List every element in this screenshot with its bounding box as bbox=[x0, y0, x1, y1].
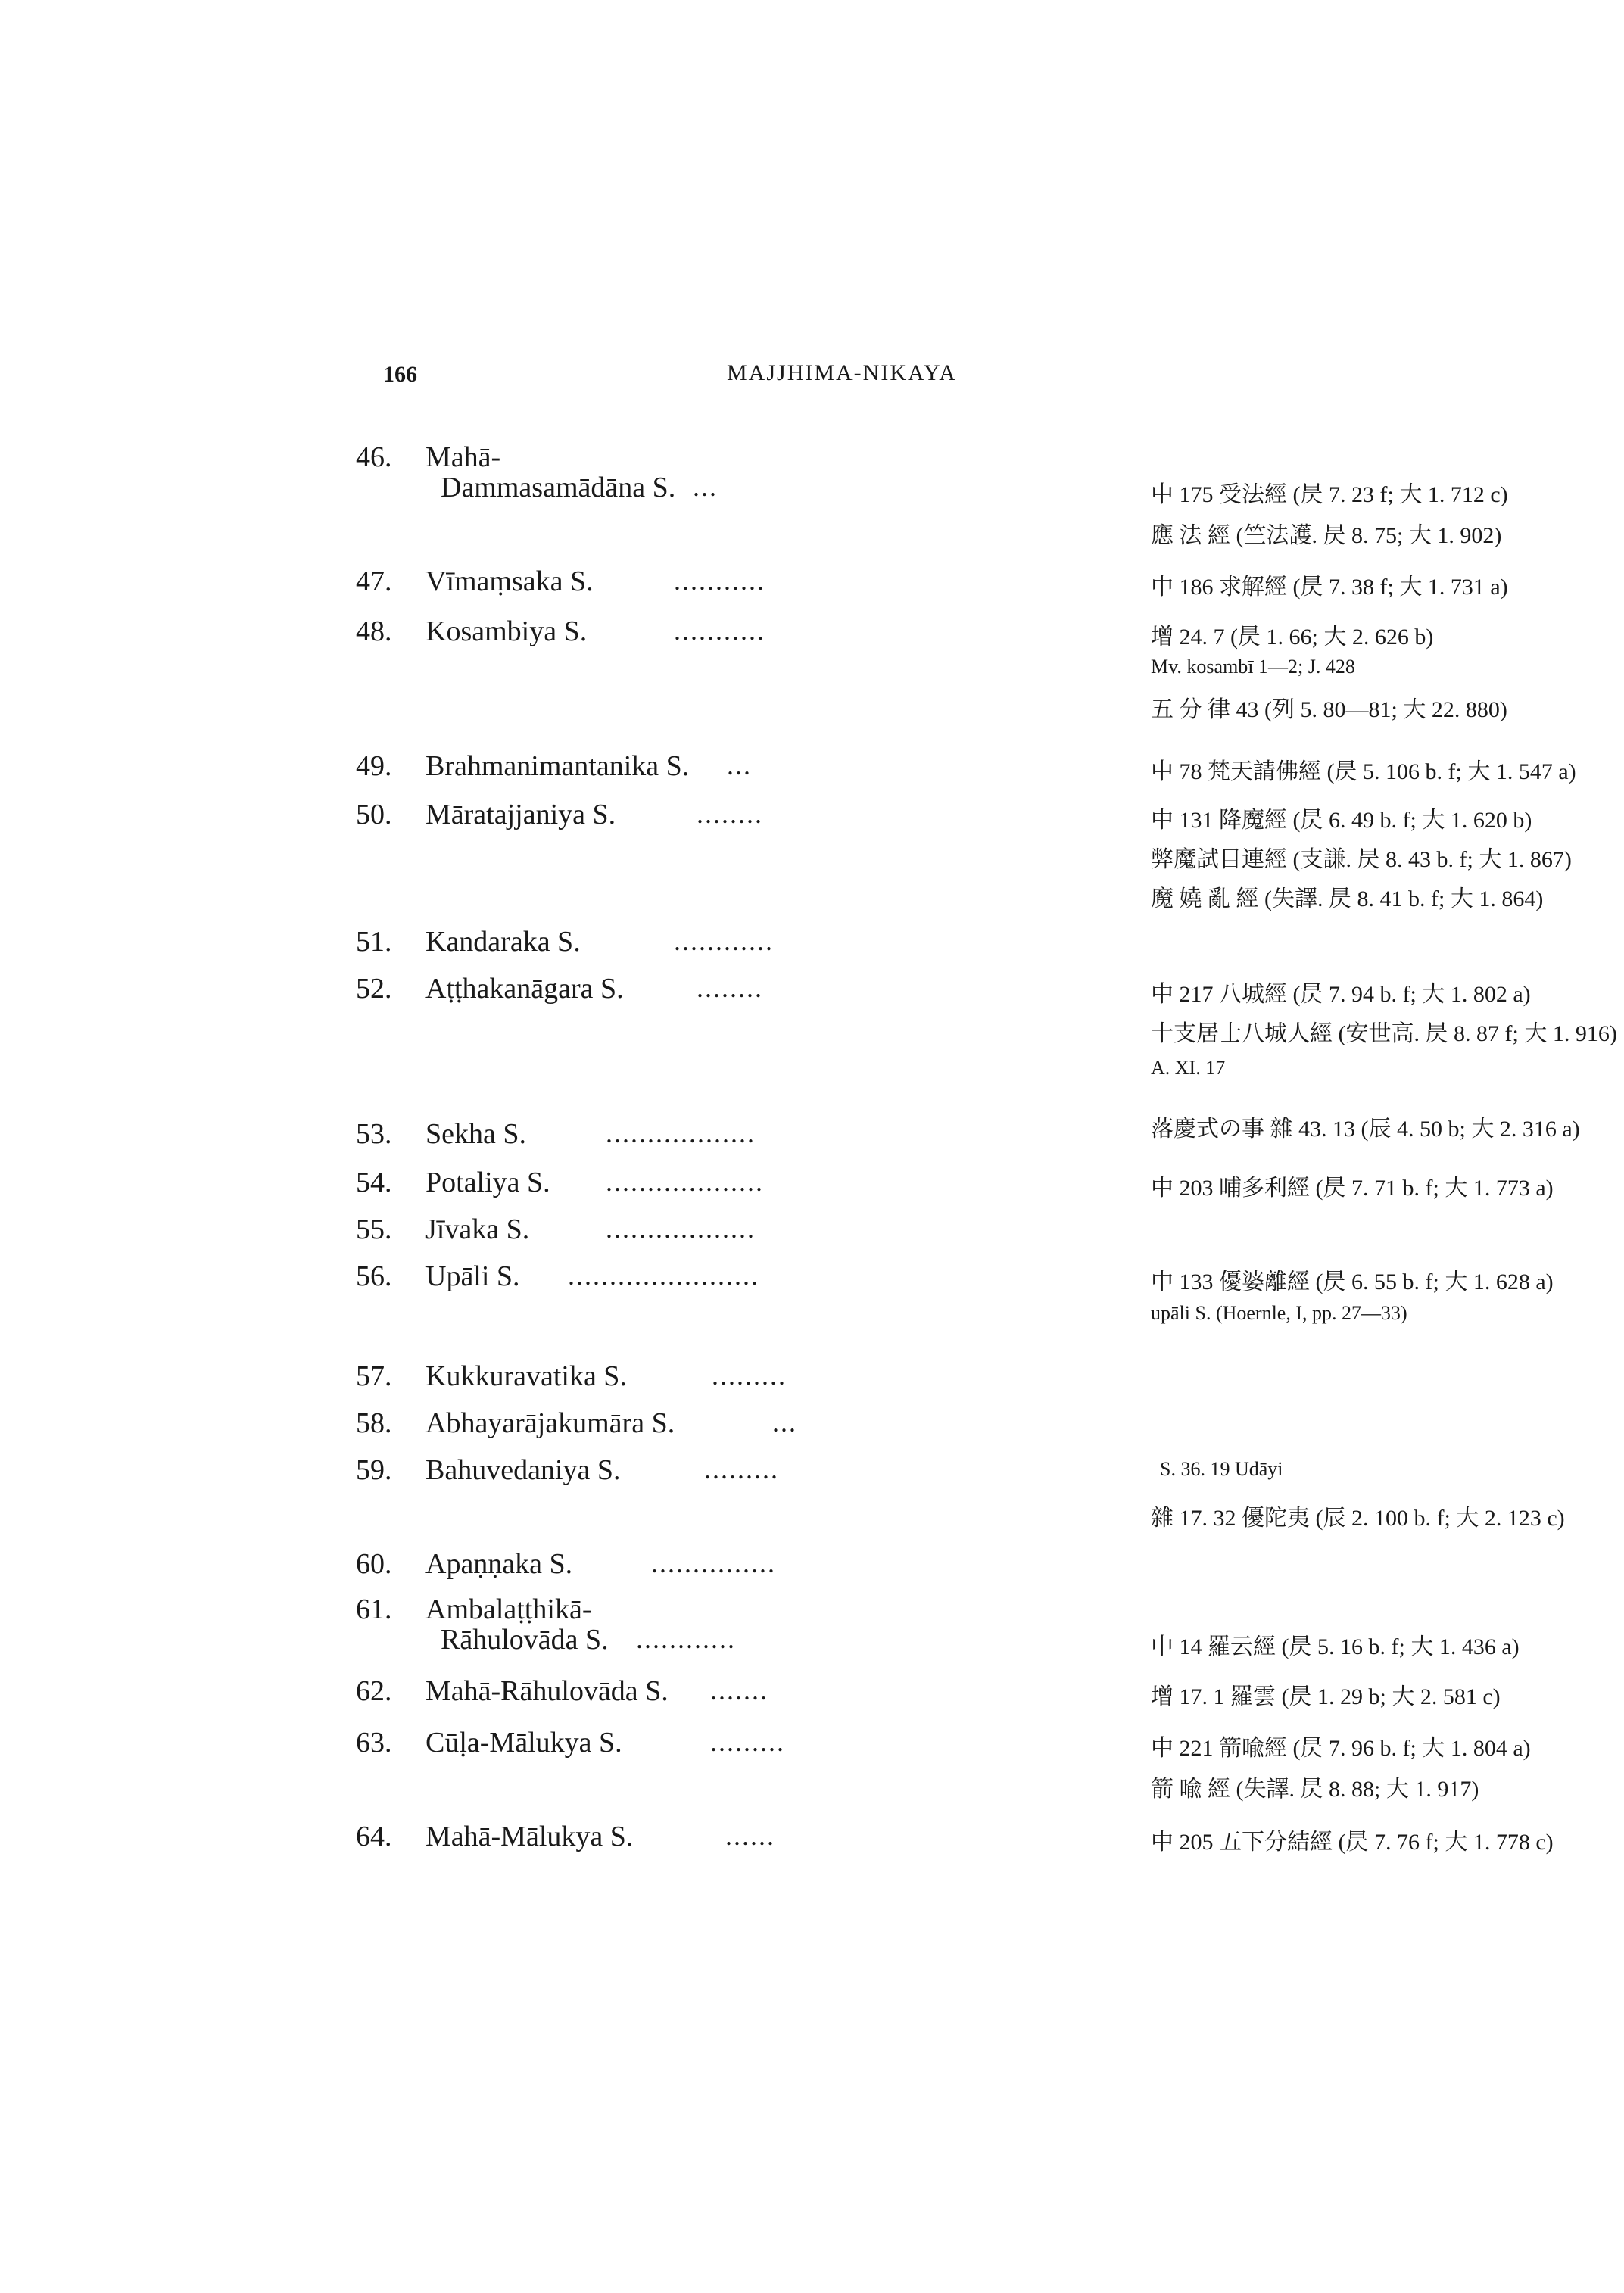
entry-number: 48. bbox=[356, 615, 392, 647]
entry-number: 47. bbox=[356, 565, 392, 597]
reference: A. XI. 17 bbox=[1151, 1057, 1226, 1079]
sutta-title: Sekha S. bbox=[425, 1118, 526, 1150]
sutta-title: Kosambiya S. bbox=[425, 615, 588, 647]
entry-number: 60. bbox=[356, 1548, 392, 1580]
reference: 中 221 箭喩經 (昃 7. 96 b. f; 大 1. 804 a) bbox=[1151, 1736, 1531, 1761]
entry-number: 46. bbox=[356, 441, 392, 473]
reference: 中 175 受法經 (昃 7. 23 f; 大 1. 712 c) bbox=[1151, 482, 1508, 507]
sutta-title: Jīvaka S. bbox=[425, 1213, 530, 1245]
leader-dots: ....... bbox=[710, 1675, 768, 1706]
list-item bbox=[356, 1117, 1580, 1161]
sutta-title: Apaṇṇaka S. bbox=[425, 1548, 573, 1580]
list-item bbox=[356, 441, 1508, 548]
sutta-title-continued: Dammasamādāna S. bbox=[441, 472, 676, 503]
sutta-title: Mahā-Rāhulovāda S. bbox=[425, 1675, 669, 1707]
list-item bbox=[356, 1453, 1565, 1531]
reference: 箭 喩 經 (失譯. 昃 8. 88; 大 1. 917) bbox=[1151, 1777, 1479, 1802]
entry-number: 64. bbox=[356, 1821, 392, 1852]
sutta-title: Vīmaṃsaka S. bbox=[425, 565, 594, 597]
list-item bbox=[356, 1213, 1431, 1257]
sutta-title: Kandaraka S. bbox=[425, 926, 581, 958]
leader-dots: ......... bbox=[704, 1454, 779, 1485]
list-item bbox=[356, 1166, 1554, 1210]
entry-number: 49. bbox=[356, 750, 392, 782]
sutta-title: Ambalaṭṭhikā- bbox=[425, 1594, 592, 1625]
list-item bbox=[356, 798, 1572, 911]
reference: 中 14 羅云經 (昃 5. 16 b. f; 大 1. 436 a) bbox=[1151, 1634, 1520, 1659]
list-item bbox=[356, 1820, 1554, 1864]
reference: Mv. kosambī 1—2; J. 428 bbox=[1151, 656, 1355, 678]
leader-dots: ................... bbox=[606, 1167, 764, 1197]
sutta-title: Māratajjaniya S. bbox=[425, 799, 616, 830]
leader-dots: ............ bbox=[636, 1624, 736, 1654]
leader-dots: ........ bbox=[697, 973, 763, 1003]
entry-number: 51. bbox=[356, 926, 392, 958]
reference: 中 186 求解經 (昃 7. 38 f; 大 1. 731 a) bbox=[1151, 575, 1508, 600]
sutta-title: Mahā- bbox=[425, 441, 501, 473]
entry-number: 50. bbox=[356, 799, 392, 830]
running-header: MAJJHIMA-NIKAYA bbox=[727, 360, 957, 385]
reference: 魔 嬈 亂 經 (失譯. 昃 8. 41 b. f; 大 1. 864) bbox=[1151, 886, 1544, 911]
leader-dots: .................. bbox=[606, 1118, 756, 1148]
reference: 中 133 優婆離經 (昃 6. 55 b. f; 大 1. 628 a) bbox=[1151, 1270, 1554, 1294]
sutta-title: Kukkuravatika S. bbox=[425, 1360, 627, 1392]
reference: 中 217 八城經 (昃 7. 94 b. f; 大 1. 802 a) bbox=[1151, 982, 1531, 1007]
sutta-title: Potaliya S. bbox=[425, 1167, 550, 1198]
sutta-title: Aṭṭhakanāgara S. bbox=[425, 973, 624, 1005]
reference: 五 分 律 43 (列 5. 80—81; 大 22. 880) bbox=[1151, 697, 1507, 722]
list-item bbox=[356, 925, 1431, 969]
leader-dots: ........... bbox=[674, 615, 765, 646]
leader-dots: ... bbox=[772, 1407, 797, 1438]
entry-number: 54. bbox=[356, 1167, 392, 1198]
list-item bbox=[356, 972, 1617, 1079]
list-item bbox=[356, 1547, 1431, 1591]
sutta-title: Upāli S. bbox=[425, 1260, 520, 1292]
list-item bbox=[356, 1593, 1520, 1659]
entry-number: 57. bbox=[356, 1360, 392, 1392]
entry-number: 62. bbox=[356, 1675, 392, 1707]
entry-number: 58. bbox=[356, 1407, 392, 1439]
leader-dots: ... bbox=[727, 750, 752, 780]
page-number: 166 bbox=[383, 362, 417, 387]
sutta-title: Bahuvedaniya S. bbox=[425, 1454, 621, 1486]
entry-number: 53. bbox=[356, 1118, 392, 1150]
leader-dots: ....................... bbox=[568, 1260, 759, 1291]
entry-number: 59. bbox=[356, 1454, 392, 1486]
sutta-title: Abhayarājakumāra S. bbox=[425, 1407, 675, 1439]
leader-dots: ......... bbox=[712, 1360, 787, 1391]
reference: 中 205 五下分結經 (昃 7. 76 f; 大 1. 778 c) bbox=[1151, 1830, 1554, 1855]
entry-number: 52. bbox=[356, 973, 392, 1005]
leader-dots: ........ bbox=[697, 799, 763, 829]
leader-dots: ............ bbox=[674, 926, 774, 956]
list-item bbox=[356, 1360, 1431, 1404]
reference: 落慶式の事 雜 43. 13 (辰 4. 50 b; 大 2. 316 a) bbox=[1151, 1117, 1580, 1142]
list-item bbox=[356, 1675, 1501, 1718]
list-item bbox=[356, 565, 1508, 609]
list-item bbox=[356, 1260, 1554, 1324]
reference: 雜 17. 32 優陀夷 (辰 2. 100 b. f; 大 2. 123 c) bbox=[1151, 1506, 1565, 1531]
entry-number: 55. bbox=[356, 1213, 392, 1245]
reference: 中 78 梵天請佛經 (昃 5. 106 b. f; 大 1. 547 a) bbox=[1151, 759, 1576, 784]
reference: S. 36. 19 Udāyi bbox=[1160, 1458, 1283, 1480]
leader-dots: ... bbox=[693, 472, 718, 502]
leader-dots: ...... bbox=[725, 1821, 775, 1851]
reference: 應 法 經 (竺法護. 昃 8. 75; 大 1. 902) bbox=[1151, 523, 1502, 548]
entry-number: 63. bbox=[356, 1727, 392, 1759]
list-item bbox=[356, 615, 1507, 722]
list-item bbox=[356, 1726, 1531, 1802]
entry-number: 61. bbox=[356, 1594, 392, 1625]
reference: 弊魔試目連經 (支謙. 昃 8. 43 b. f; 大 1. 867) bbox=[1151, 847, 1572, 872]
leader-dots: .................. bbox=[606, 1213, 756, 1244]
list-item bbox=[356, 1407, 1431, 1450]
sutta-title: Mahā-Mālukya S. bbox=[425, 1821, 634, 1852]
sutta-title-continued: Rāhulovāda S. bbox=[441, 1624, 609, 1656]
reference: 增 17. 1 羅雲 (昃 1. 29 b; 大 2. 581 c) bbox=[1151, 1684, 1501, 1709]
sutta-title: Brahmanimantanika S. bbox=[425, 750, 690, 782]
leader-dots: ......... bbox=[710, 1727, 785, 1757]
reference: 十支居士八城人經 (安世高. 昃 8. 87 f; 大 1. 916) bbox=[1151, 1021, 1617, 1046]
entry-number: 56. bbox=[356, 1260, 392, 1292]
leader-dots: ............... bbox=[651, 1548, 776, 1578]
reference: 增 24. 7 (昃 1. 66; 大 2. 626 b) bbox=[1151, 625, 1434, 650]
list-item bbox=[356, 749, 1576, 793]
leader-dots: ........... bbox=[674, 565, 765, 596]
reference: 中 131 降魔經 (昃 6. 49 b. f; 大 1. 620 b) bbox=[1151, 808, 1532, 833]
reference: 中 203 晡多利經 (昃 7. 71 b. f; 大 1. 773 a) bbox=[1151, 1176, 1554, 1201]
sutta-title: Cūḷa-Mālukya S. bbox=[425, 1727, 622, 1759]
reference: upāli S. (Hoernle, I, pp. 27—33) bbox=[1151, 1302, 1407, 1324]
